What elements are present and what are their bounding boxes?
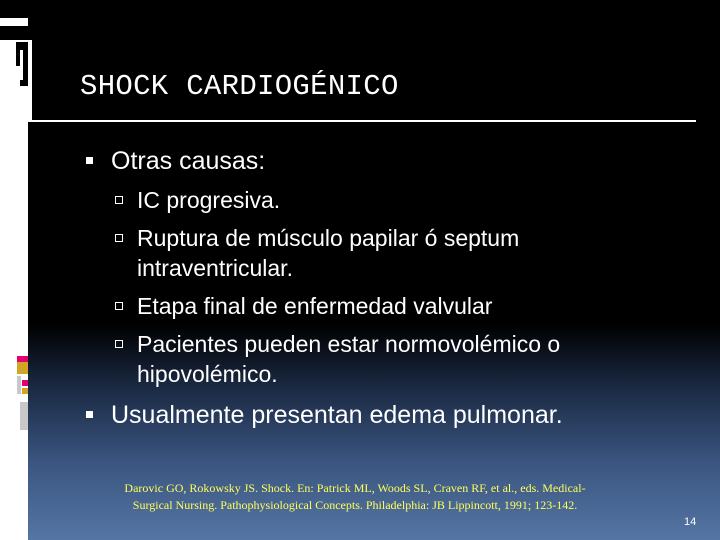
- decorative-bar: [0, 0, 28, 18]
- decorative-bar: [20, 402, 28, 430]
- sub-bullet-item-continuation: hipovolémico.: [137, 361, 278, 387]
- square-bullet-icon: [86, 157, 93, 164]
- decorative-bar: [17, 362, 28, 374]
- decorative-bar: [20, 50, 23, 80]
- citation: [70, 480, 640, 514]
- square-bullet-icon: [86, 411, 93, 418]
- title-underline: [28, 120, 696, 122]
- citation-line: Surgical Nursing. Pathophysiological Concepts. Philadelphia: JB Lippincott, 1991; 123-142.: [132, 498, 578, 512]
- slide-number: 14: [684, 516, 697, 528]
- sub-bullet-item: Etapa final de enfermedad valvular: [137, 293, 493, 319]
- hollow-square-bullet-icon: [115, 234, 123, 242]
- decorative-bar: [22, 388, 28, 394]
- hollow-square-bullet-icon: [115, 196, 123, 204]
- sub-bullet-item-continuation: intraventricular.: [137, 255, 293, 281]
- hollow-square-bullet-icon: [115, 302, 123, 310]
- bullet-item: Usualmente presentan edema pulmonar.: [111, 401, 563, 429]
- decorative-bar: [17, 376, 21, 394]
- hollow-square-bullet-icon: [115, 340, 123, 348]
- bullet-item: Otras causas:: [111, 147, 266, 175]
- sub-bullet-item: Ruptura de músculo papilar ó septum: [137, 225, 520, 251]
- citation-line: Darovic GO, Rokowsky JS. Shock. En: Patrick ML, Woods SL, Craven RF, et al., eds. Medical-: [124, 481, 586, 495]
- sub-bullet-item: Pacientes pueden estar normovolémico o: [137, 331, 561, 357]
- decorative-bar: [28, 40, 32, 120]
- decorative-bar: [0, 26, 28, 40]
- decorative-bar: [22, 380, 28, 386]
- slide-title: SHOCK CARDIOGÉNICO: [80, 70, 399, 103]
- sub-bullet-item: IC progresiva.: [137, 187, 281, 213]
